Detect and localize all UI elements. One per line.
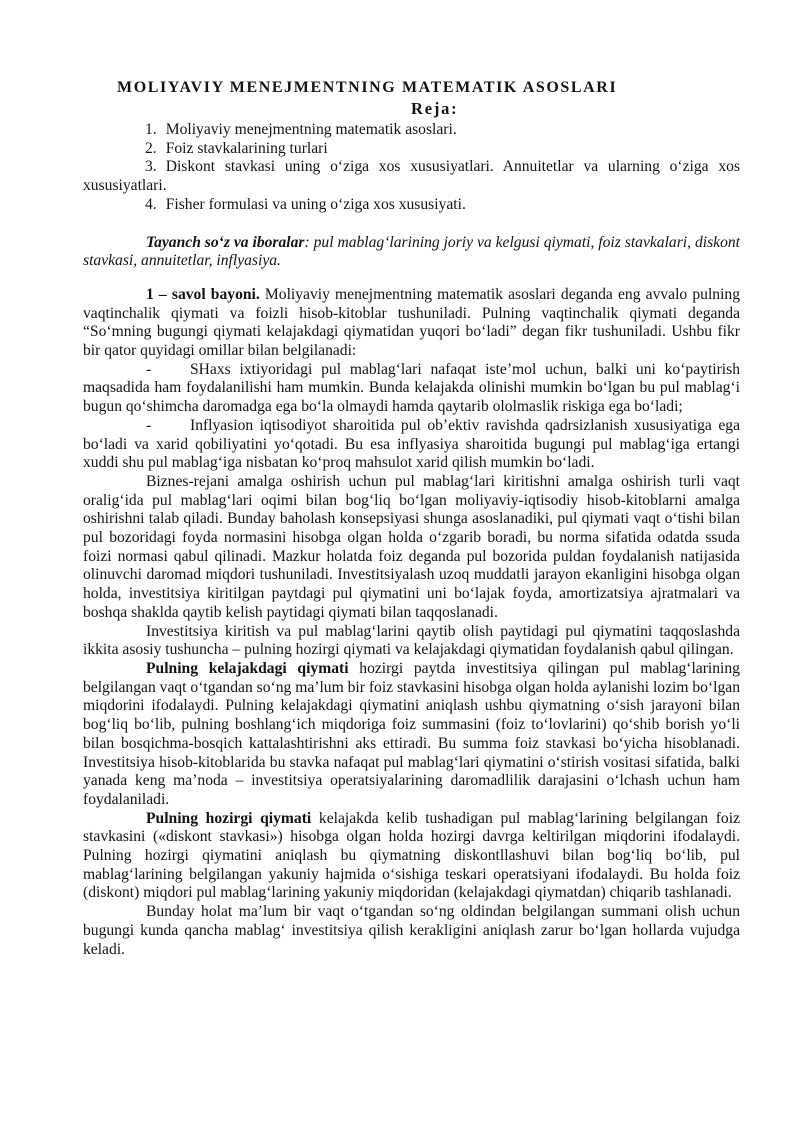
document-subtitle: Reja: <box>411 99 459 118</box>
paragraph-present-value <box>83 810 740 904</box>
plan-list <box>83 121 740 215</box>
plan-item-text: Moliyaviy menejmentning matematik asoslari. <box>165 121 457 138</box>
paragraph-present-value-text: kelajakda kelib tushadigan pul mablag‘larining belgilangan foiz stavkasini («diskont stavkasi») hisobga olgan holda hozirgi davrga keltirilgan miqdorini ifodalaydi. Pulning hozirgi qiymatini aniqlash bu qiymatning diskontllashuvi bilan bog‘liq bo‘lib, pul mablag‘larining belgilangan yakuniy hajmida o‘sishiga teskari operatsiyani ifodalaydi. Bu holda foiz (diskont) miqdori pul mablag‘larining yakuniy miqdoridan (kelajakdagi qiymatdan) chiqarib tashlanadi. <box>83 809 740 902</box>
keywords-lead: Tayanch so‘z va iboralar <box>146 233 305 251</box>
keywords-text: : pul mablag‘larining joriy va kelgusi qiymati, foiz stavkalari, diskont stavkasi, annuitetlar, inflyasiya. <box>83 233 740 270</box>
plan-item-4 <box>83 196 740 215</box>
paragraph-business-plan: Biznes-rejani amalga oshirish uchun pul mablag‘lari kiritishni amalga oshirish turli vaqt oralig‘ida pul mablag‘lari oqimi bilan bog‘liq bo‘lgan moliyaviy-iqtisodiy hisob-kitoblarni amalga oshirishni talab qiladi. Bunday baholash konsepsiyasi shunga asoslanadiki, pul qiymati vaqt o‘tishi bilan pul bozoridagi foyda normasini hisobga olgan holda o‘zgarib boradi, bu norma sifatida odatda ssuda foizi normasi qabul qilinadi. Mazkur holatda foiz deganda pul bozorida puldan foydalanish natijasida olinuvchi daromad miqdori tushuniladi. Investitsiyalash uzoq muddatli jarayon ekanligini hisobga olgan holda, investitsiya kiritilgan paytdagi pul qiymatini uni bo‘lajak foyda, amortizatsiya ajratmalari va boshqa shaklda qaytib kelish paytidagi qiymati bilan taqqoslanadi. <box>83 472 740 621</box>
paragraph-question-1 <box>83 286 740 361</box>
plan-item-number: 3. <box>145 158 157 176</box>
plan-item-number: 2. <box>145 139 157 157</box>
paragraph-question-1-text: Moliyaviy menejmentning matematik asoslari deganda eng avvalo pulning vaqtinchalik qiymati va foizli hisob-kitoblar tushuniladi. Pulning vaqtinchalik qiymati deganda “So‘mning bugungi qiymati kelajakdagi qiymatidan yuqori bo‘ladi” degan fikr tushuniladi. Ushbu fikr bir qator quyidagi omillar bilan belgilanadi: <box>83 285 740 360</box>
paragraph-future-value-lead: Pulning kelajakdagi qiymati <box>146 659 349 677</box>
plan-item-text: Foiz stavkalarining turlari <box>165 139 328 157</box>
bullet-item-2-text: Inflyasion iqtisodiyot sharoitida pul ob’ektiv ravishda qadrsizlanish xususiyatiga ega bo‘ladi va xarid qobiliyatini yo‘qotadi. Bu esa inflyasiya sharoitida bugungi pul mablag‘iga ertangi xuddi shu pul mablag‘iga nisbatan ko‘proq mahsulot xarid qilish mumkin bo‘ladi. <box>83 416 740 472</box>
plan-item-1 <box>83 121 740 140</box>
paragraph-question-1-lead: 1 – savol bayoni. <box>146 285 260 303</box>
keywords-paragraph <box>83 234 740 271</box>
plan-item-2 <box>83 140 740 159</box>
bullet-item-2 <box>83 417 740 473</box>
bullet-item-1-text: SHaxs ixtiyoridagi pul mablag‘lari nafaqat iste’mol uchun, balki uni ko‘paytirish maqsadida ham foydalanilishi ham mumkin. Bunda kelajakda olinishi mumkin bo‘lgan bu pul mablag‘i bugun qo‘shimcha daromadga ega bo‘la olmaydi hamda qaytarib ololmaslik riskiga ega bo‘ladi; <box>83 360 740 416</box>
plan-item-text: Diskont stavkasi uning o‘ziga xos xususiyatlari. Annuitetlar va ularning o‘ziga xos xususiyatlari. <box>83 158 740 195</box>
paragraph-closing: Bunday holat ma’lum bir vaqt o‘tgandan so‘ng oldindan belgilangan summani olish uchun bugungi kunda qancha mablag‘ investitsiya qilish kerakligini aniqlash zarur bo‘lgan hollarda vujudga keladi. <box>83 903 740 958</box>
paragraph-future-value-text: hozirgi paytda investitsiya qilingan pul mablag‘larining belgilangan vaqt o‘tgandan so‘ng ma’lum bir foiz stavkasini hisobga olgan holda aylanishi lozim bo‘lgan miqdorini ifodalaydi. Pulning kelajakdagi qiymatini aniqlash ushbu qiymatning o‘sish jarayoni bilan bog‘liq bo‘lib, pulning boshlang‘ich miqdoriga foiz summasini (foiz to‘lovlarini) qo‘shib borish yo‘li bilan bosqichma-bosqich kattalashtirishni aks ettiradi. Bu summa foiz stavkasi bo‘yicha hisoblanadi. Investitsiya hisob-kitoblarida bu stavka nafaqat pul mablag‘lari qiymatini o‘stirish vositasi sifatida, balki yanada keng ma’noda – investitsiya operatsiyalarining daromadlilik darajasini o‘lchash uchun ham foydalaniladi. <box>83 659 740 808</box>
paragraph-future-value <box>83 660 740 810</box>
paragraph-two-concepts: Investitsiya kiritish va pul mablag‘larini qaytib olish paytidagi pul qiymatini taqqoslashda ikkita asosiy tushuncha – pulning hozirgi qiymati va kelajakdagi qiymatidan foydalanish qabul qilingan. <box>83 622 740 659</box>
plan-item-3 <box>83 158 740 195</box>
dash-bullet-marker: - <box>146 360 152 378</box>
plan-item-number: 1. <box>145 121 157 138</box>
dash-bullet-marker: - <box>146 416 152 434</box>
bullet-item-1 <box>83 361 740 417</box>
document-title: MOLIYAVIY MENEJMENTNING MATEMATIK ASOSLARI <box>117 79 618 96</box>
paragraph-present-value-lead: Pulning hozirgi qiymati <box>146 809 312 827</box>
plan-item-number: 4. <box>145 195 157 213</box>
plan-item-text: Fisher formulasi va uning o‘ziga xos xususiyati. <box>165 195 466 213</box>
